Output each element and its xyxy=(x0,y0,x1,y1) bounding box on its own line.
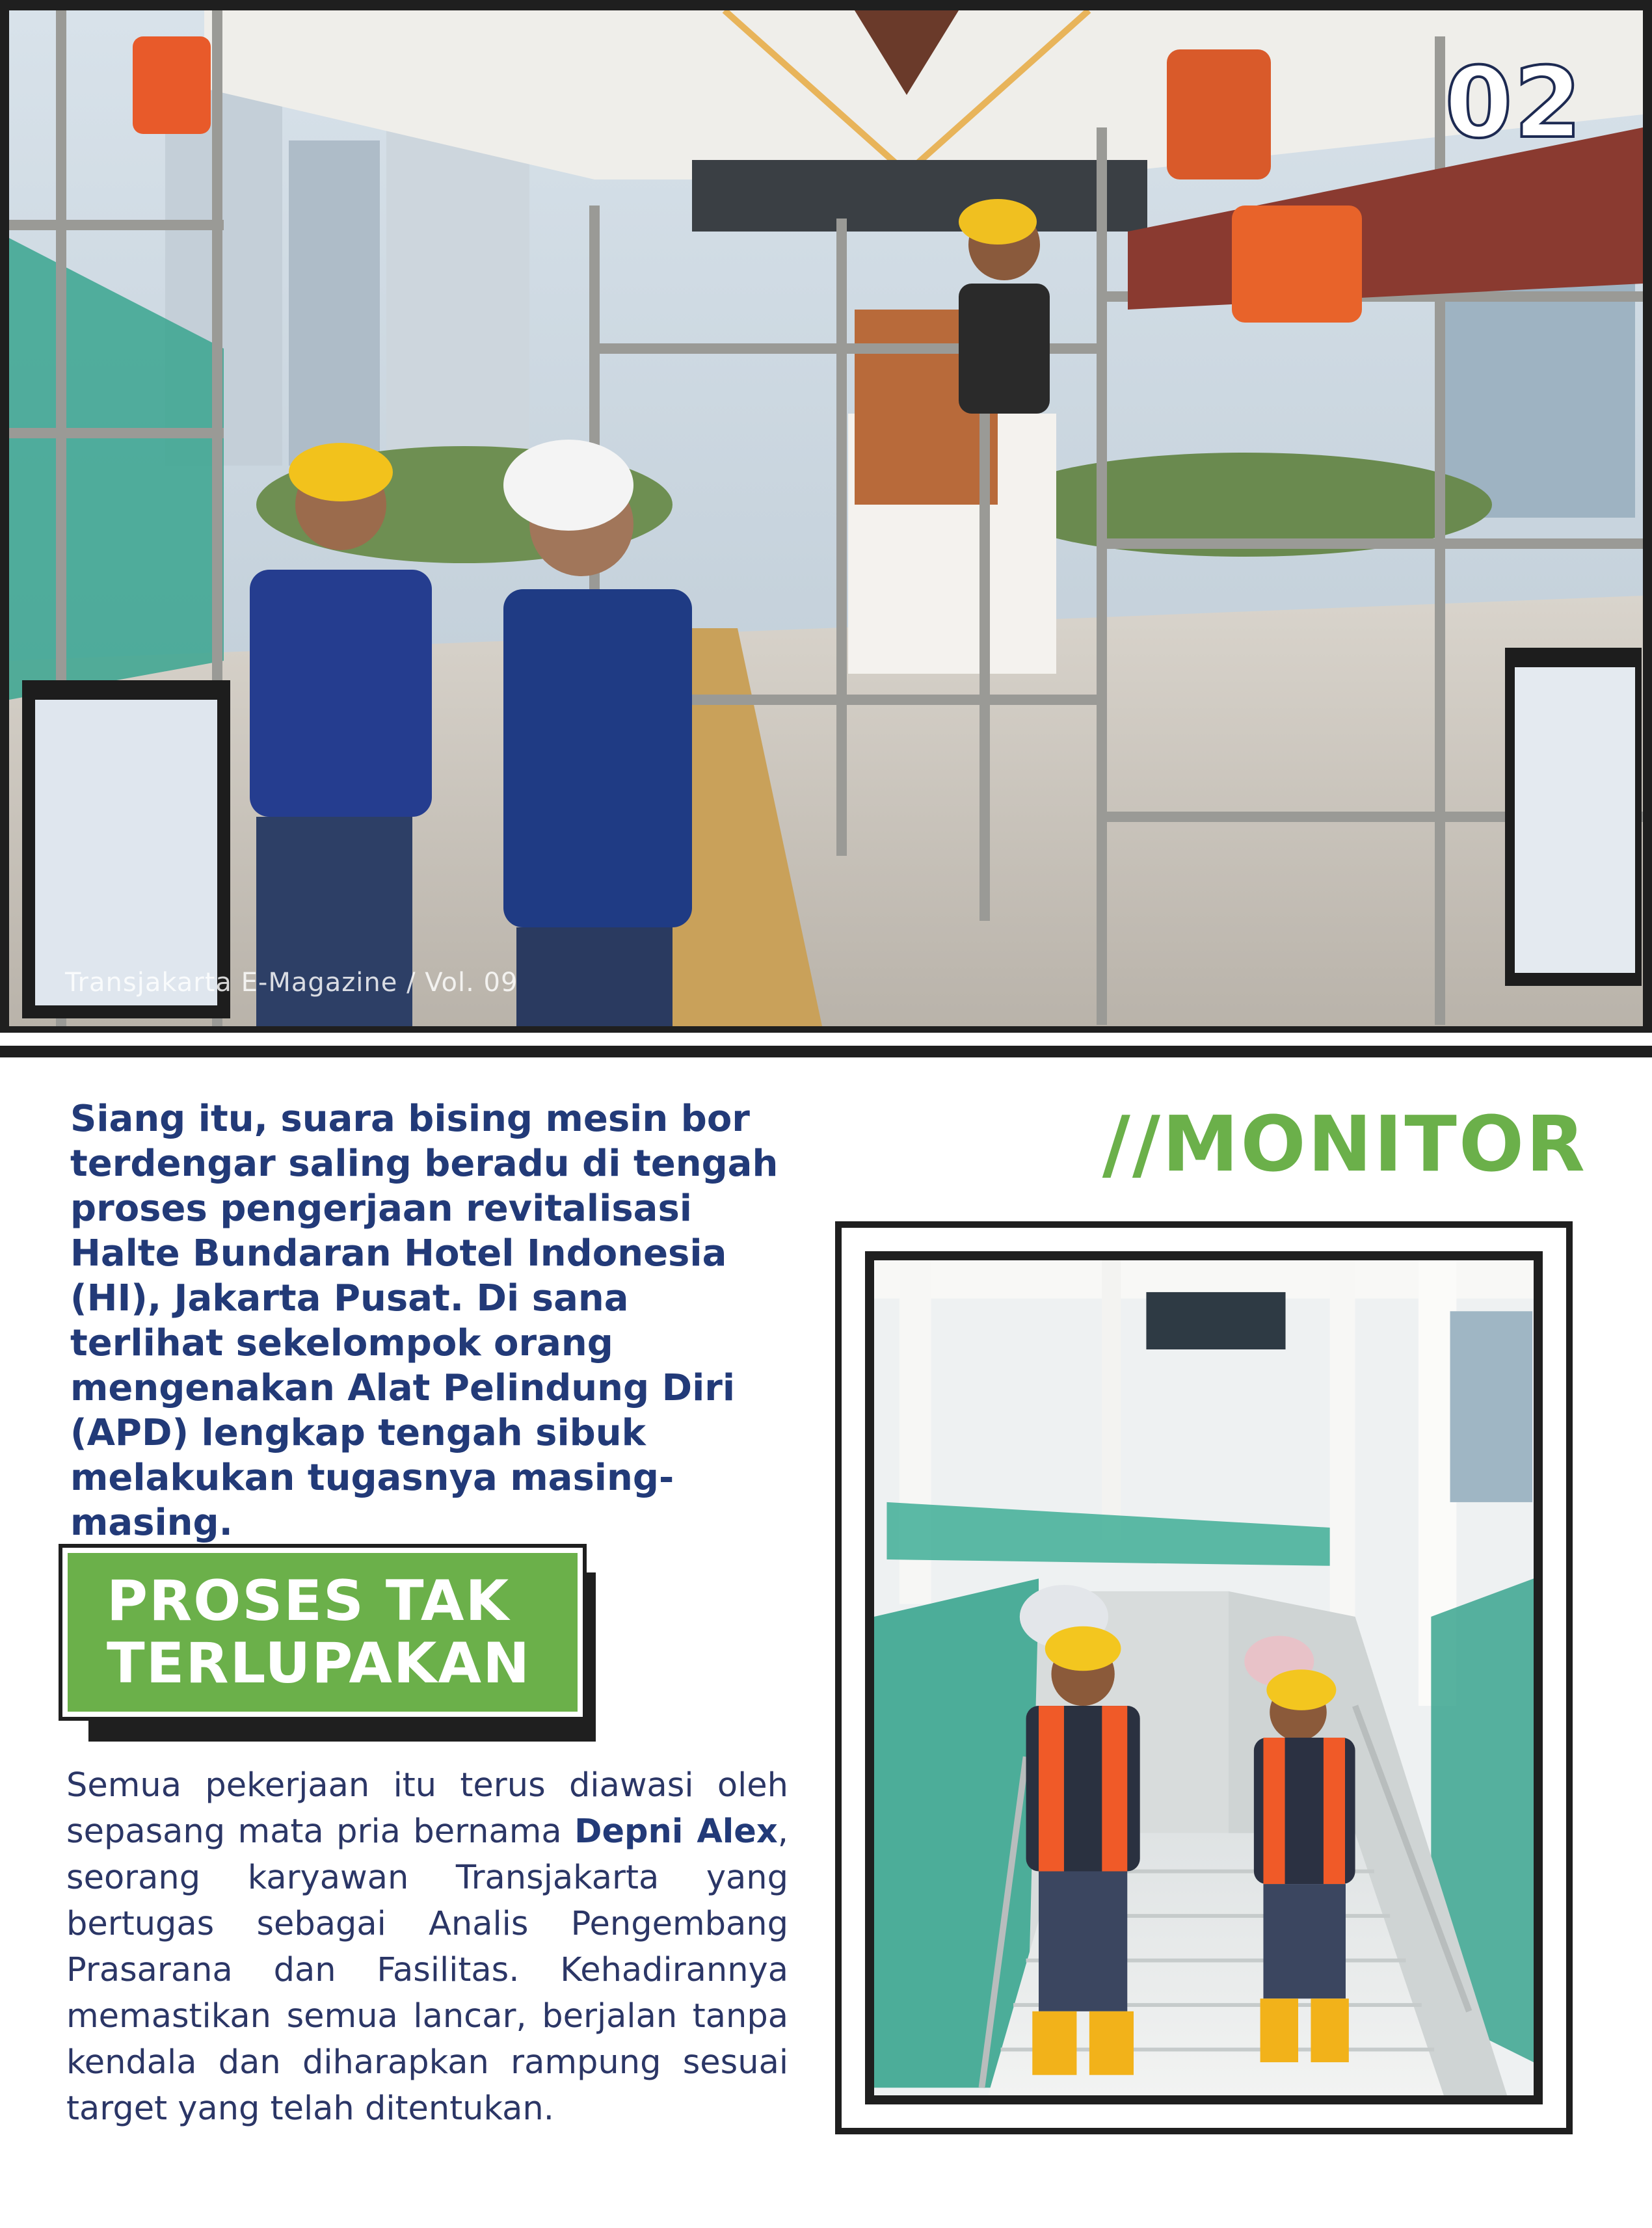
body-paragraph xyxy=(66,1762,788,2132)
section-heading xyxy=(62,1548,596,1743)
heading-line-1: PROSES TAK xyxy=(107,1569,511,1634)
page-number: 02 xyxy=(1445,47,1583,160)
magazine-caption: Transjakarta E-Magazine / Vol. 09 xyxy=(65,968,518,998)
hero-photo xyxy=(9,10,1643,1026)
section-tag: //MONITOR xyxy=(1102,1099,1587,1189)
side-photo xyxy=(865,1251,1543,2104)
person-name: Depni Alex xyxy=(574,1812,778,1851)
body-text-part-1: Semua pekerjaan itu terus diawasi oleh sepasang mata pria bernama xyxy=(66,1766,788,1851)
heading-box xyxy=(62,1548,583,1717)
hero-section xyxy=(0,0,1652,1033)
side-photo-frame xyxy=(835,1221,1573,2134)
section-divider xyxy=(0,1046,1652,1057)
lead-paragraph: Siang itu, suara bising mesin bor terdengar saling beradu di tengah proses pengerjaan revitalisasi Halte Bundaran Hotel Indonesia (HI), Jakarta Pusat. Di sana terlihat sekelompok orang mengenakan Alat Pelindung Diri (APD) lengkap tengah sibuk melakukan tugasnya masing-masing. xyxy=(70,1098,779,1544)
heading-line-2: TERLUPAKAN xyxy=(107,1631,531,1696)
body-text-part-2: , seorang karyawan Transjakarta yang bertugas sebagai Analis Pengembang Prasarana dan Fasilitas. Kehadirannya memastikan semua lancar, berjalan tanpa kendala dan diharapkan rampung sesuai target yang telah ditentukan. xyxy=(66,1812,788,2128)
